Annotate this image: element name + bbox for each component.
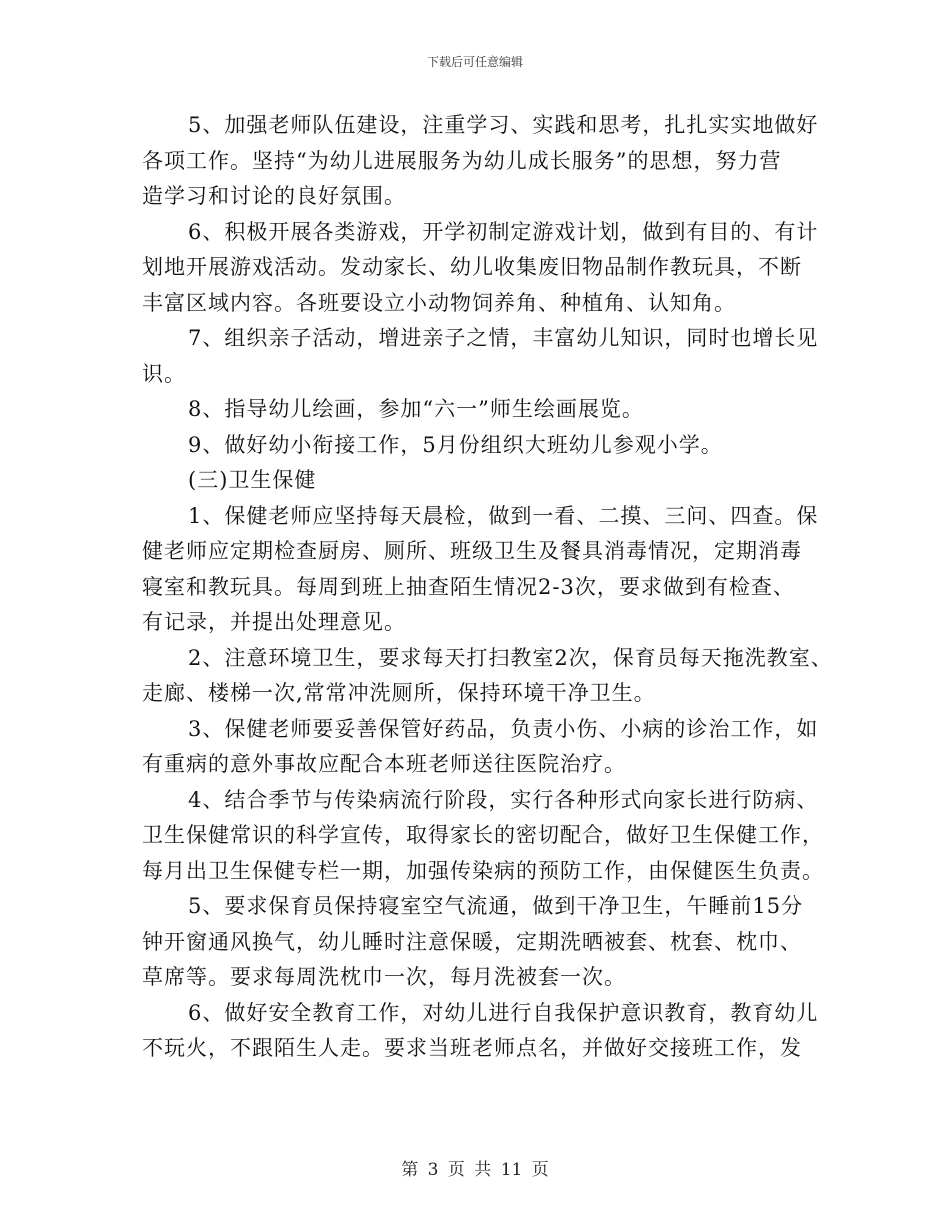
section-heading: (三)卫生保健 <box>188 468 317 492</box>
paragraph-line: 1、保健老师应坚持每天晨检，做到一看、二摸、三问、四查。保 <box>188 503 819 528</box>
paragraph-line: 有记录，并提出处理意见。 <box>142 610 406 634</box>
paragraph-line: 各项工作。坚持“为幼儿进展服务为幼儿成长服务”的思想，努力营 <box>142 148 782 173</box>
paragraph-line: 丰富区域内容。各班要设立小动物饲养角、种植角、认知角。 <box>142 290 736 315</box>
paragraph-line: 6、做好安全教育工作，对幼儿进行自我保护意识教育，教育幼儿 <box>188 1000 819 1025</box>
paragraph-line: 5、加强老师队伍建设，注重学习、实践和思考，扎扎实实地做好 <box>188 113 819 137</box>
paragraph-line: 7、组织亲子活动，增进亲子之情，丰富幼儿知识，同时也增长见 <box>188 326 819 350</box>
paragraph-line: 9、做好幼小衔接工作，5月份组织大班幼儿参观小学。 <box>188 432 723 457</box>
paragraph-line: 钟开窗通风换气，幼儿睡时注意保暖，定期洗晒被套、枕套、枕巾、 <box>142 929 802 954</box>
paragraph-line: 草席等。要求每周洗枕巾一次，每月洗被套一次。 <box>142 965 626 989</box>
page-footer: 第 3 页 共 11 页 <box>401 1160 549 1180</box>
paragraph-line: 4、结合季节与传染病流行阶段，实行各种形式向家长进行防病、 <box>188 787 819 812</box>
document-body <box>142 108 833 1067</box>
paragraph-line: 每月出卫生保健专栏一期，加强传染病的预防工作，由保健医生负责。 <box>142 858 824 883</box>
paragraph-line: 划地开展游戏活动。发动家长、幼儿收集废旧物品制作教玩具，不断 <box>142 255 802 279</box>
paragraph-line: 2、注意环境卫生，要求每天打扫教室2次，保育员每天拖洗教室、 <box>188 645 833 670</box>
paragraph-line: 6、积极开展各类游戏，开学初制定游戏计划，做到有目的、有计 <box>188 219 819 244</box>
paragraph-line: 寝室和教玩具。每周到班上抽查陌生情况2-3次，要求做到有检查、 <box>142 574 795 599</box>
paragraph-line: 5、要求保育员保持寝室空气流通，做到干净卫生，午睡前15分 <box>188 894 804 918</box>
paragraph-line: 卫生保健常识的科学宣传，取得家长的密切配合，做好卫生保健工作， <box>142 823 824 847</box>
page-header: 下载后可任意编辑 <box>426 55 523 69</box>
paragraph-line: 走廊、楼梯一次,常常冲洗厕所，保持环境干净卫生。 <box>142 681 656 705</box>
paragraph-line: 识。 <box>142 361 186 386</box>
paragraph-line: 有重病的意外事故应配合本班老师送往医院治疗。 <box>142 752 626 776</box>
paragraph-line: 健老师应定期检查厨房、厕所、班级卫生及餐具消毒情况，定期消毒 <box>142 539 802 563</box>
paragraph-line: 不玩火，不跟陌生人走。要求当班老师点名，并做好交接班工作，发 <box>142 1036 802 1060</box>
paragraph-line: 8、指导幼儿绘画，参加“六一”师生绘画展览。 <box>188 397 644 421</box>
paragraph-line: 3、保健老师要妥善保管好药品，负责小伤、小病的诊治工作，如 <box>188 716 819 741</box>
paragraph-line: 造学习和讨论的良好氛围。 <box>142 184 406 208</box>
